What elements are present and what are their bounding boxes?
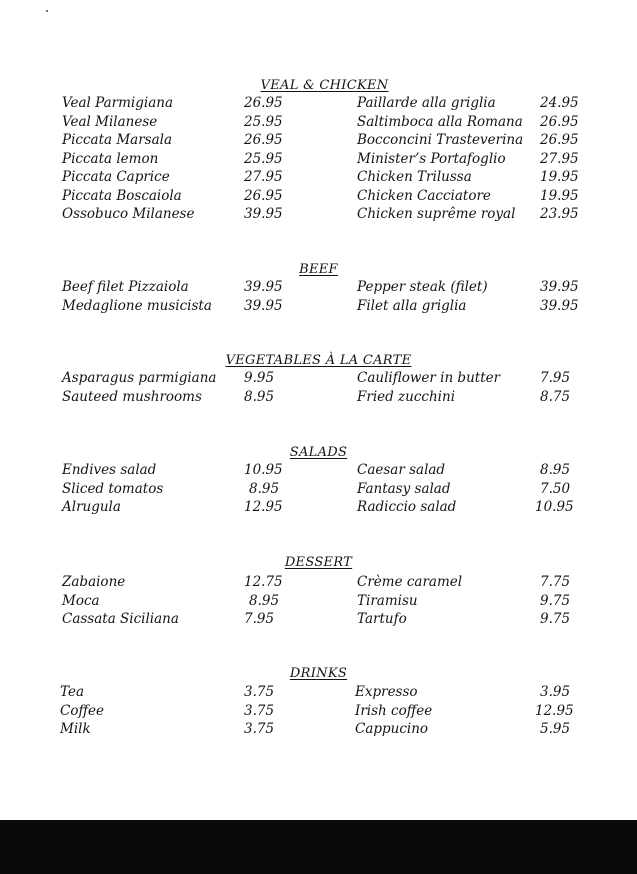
scan-speck <box>46 10 48 12</box>
item-price: 23.95 <box>540 206 579 222</box>
menu-row <box>0 297 637 316</box>
item-price: 26.95 <box>244 132 283 148</box>
item-name: Fantasy salad <box>357 480 451 497</box>
item-name: Piccata lemon <box>62 150 159 167</box>
menu-row <box>0 573 637 592</box>
item-price: 19.95 <box>540 169 579 185</box>
item-price: 39.95 <box>540 279 579 295</box>
item-price: 7.75 <box>540 574 571 590</box>
item-name: Beef filet Pizzaiola <box>62 279 189 295</box>
item-name: Coffee <box>60 702 105 719</box>
item-name: Irish coffee <box>355 702 433 719</box>
item-price: 12.75 <box>244 574 283 590</box>
section-heading: DESSERT <box>284 555 353 570</box>
menu-row <box>0 131 637 150</box>
item-price: 9.75 <box>540 611 571 627</box>
item-name: Medaglione musicista <box>62 297 212 314</box>
menu-row <box>0 94 637 113</box>
item-name: Ossobuco Milanese <box>62 206 195 222</box>
item-price: 3.75 <box>244 684 275 700</box>
item-name: Cassata Siciliana <box>62 611 179 627</box>
item-price: 10.95 <box>244 462 283 478</box>
menu-row <box>0 168 637 187</box>
item-name: Asparagus parmigiana <box>62 370 217 386</box>
item-price: 12.95 <box>535 702 574 719</box>
item-name: Caesar salad <box>357 462 446 478</box>
menu-row <box>0 388 637 407</box>
item-name: Cappucino <box>355 721 429 737</box>
scanner-edge <box>0 820 637 874</box>
item-name: Veal Parmigiana <box>62 95 174 111</box>
section-heading: DRINKS <box>289 666 348 681</box>
section-heading: SALADS <box>289 445 348 460</box>
item-name: Piccata Caprice <box>62 169 170 185</box>
item-name: Piccata Marsala <box>62 132 173 148</box>
item-name: Moca <box>62 592 100 609</box>
item-price: 19.95 <box>540 187 579 204</box>
item-name: Cauliflower in butter <box>357 370 501 386</box>
menu-row <box>0 480 637 499</box>
item-price: 7.95 <box>540 370 571 386</box>
item-name: Sauteed mushrooms <box>62 388 202 405</box>
item-price: 39.95 <box>244 297 283 314</box>
item-name: Chicken Trilussa <box>357 169 472 185</box>
item-name: Tiramisu <box>357 592 418 609</box>
item-name: Sliced tomatos <box>62 480 164 497</box>
item-name: Zabaione <box>62 574 126 590</box>
item-price: 8.95 <box>244 388 275 405</box>
item-name: Paillarde alla griglia <box>357 95 496 111</box>
item-name: Tea <box>60 684 84 700</box>
item-name: Expresso <box>355 684 418 700</box>
item-price: 39.95 <box>244 206 283 222</box>
item-price: 26.95 <box>540 132 579 148</box>
menu-row <box>0 113 637 132</box>
section-heading: BEEF <box>299 262 338 277</box>
item-price: 24.95 <box>540 95 579 111</box>
item-price: 9.95 <box>244 370 275 386</box>
menu-row <box>0 683 637 702</box>
item-price: 12.95 <box>244 499 283 515</box>
section-heading: VEAL & CHICKEN <box>260 78 389 93</box>
item-price: 27.95 <box>244 169 283 185</box>
item-name: Chicken Cacciatore <box>357 187 491 204</box>
menu-row <box>0 498 637 517</box>
item-name: Fried zucchini <box>357 388 456 405</box>
item-name: Minister’s Portafoglio <box>357 150 506 167</box>
menu-row <box>0 592 637 611</box>
item-name: Saltimboca alla Romana <box>357 113 523 130</box>
item-name: Tartufo <box>357 611 407 627</box>
item-price: 3.95 <box>540 684 571 700</box>
item-price: 3.75 <box>244 721 275 737</box>
item-price: 25.95 <box>244 150 283 167</box>
item-name: Radiccio salad <box>357 499 457 515</box>
item-price: 39.95 <box>540 297 579 314</box>
menu-row <box>0 205 637 224</box>
menu-row <box>0 610 637 629</box>
section-heading: VEGETABLES À LA CARTE <box>225 353 412 368</box>
item-price: 8.75 <box>540 388 571 405</box>
item-name: Milk <box>60 721 91 737</box>
item-name: Crème caramel <box>357 574 463 590</box>
item-price: 7.50 <box>540 480 571 497</box>
item-price: 27.95 <box>540 150 579 167</box>
item-price: 9.75 <box>540 592 571 609</box>
menu-row <box>0 150 637 169</box>
item-price: 25.95 <box>244 113 283 130</box>
item-name: Piccata Boscaiola <box>62 187 182 204</box>
item-price: 8.95 <box>249 480 280 497</box>
item-price: 5.95 <box>540 721 571 737</box>
item-name: Chicken suprême royal <box>357 206 516 222</box>
item-name: Filet alla griglia <box>357 297 467 314</box>
item-price: 26.95 <box>244 95 283 111</box>
item-price: 7.95 <box>244 611 275 627</box>
item-price: 10.95 <box>535 499 574 515</box>
menu-row <box>0 369 637 388</box>
item-price: 8.95 <box>540 462 571 478</box>
menu-row <box>0 720 637 739</box>
menu-row <box>0 702 637 721</box>
item-name: Alrugula <box>62 499 121 515</box>
item-name: Bocconcini Trasteverina <box>357 132 524 148</box>
item-name: Endives salad <box>62 462 157 478</box>
menu-row <box>0 461 637 480</box>
item-price: 26.95 <box>540 113 579 130</box>
item-name: Veal Milanese <box>62 113 158 130</box>
menu-row <box>0 187 637 206</box>
item-name: Pepper steak (filet) <box>357 279 488 295</box>
item-price: 26.95 <box>244 187 283 204</box>
item-price: 39.95 <box>244 279 283 295</box>
menu-row <box>0 278 637 297</box>
item-price: 3.75 <box>244 702 275 719</box>
item-price: 8.95 <box>249 592 280 609</box>
